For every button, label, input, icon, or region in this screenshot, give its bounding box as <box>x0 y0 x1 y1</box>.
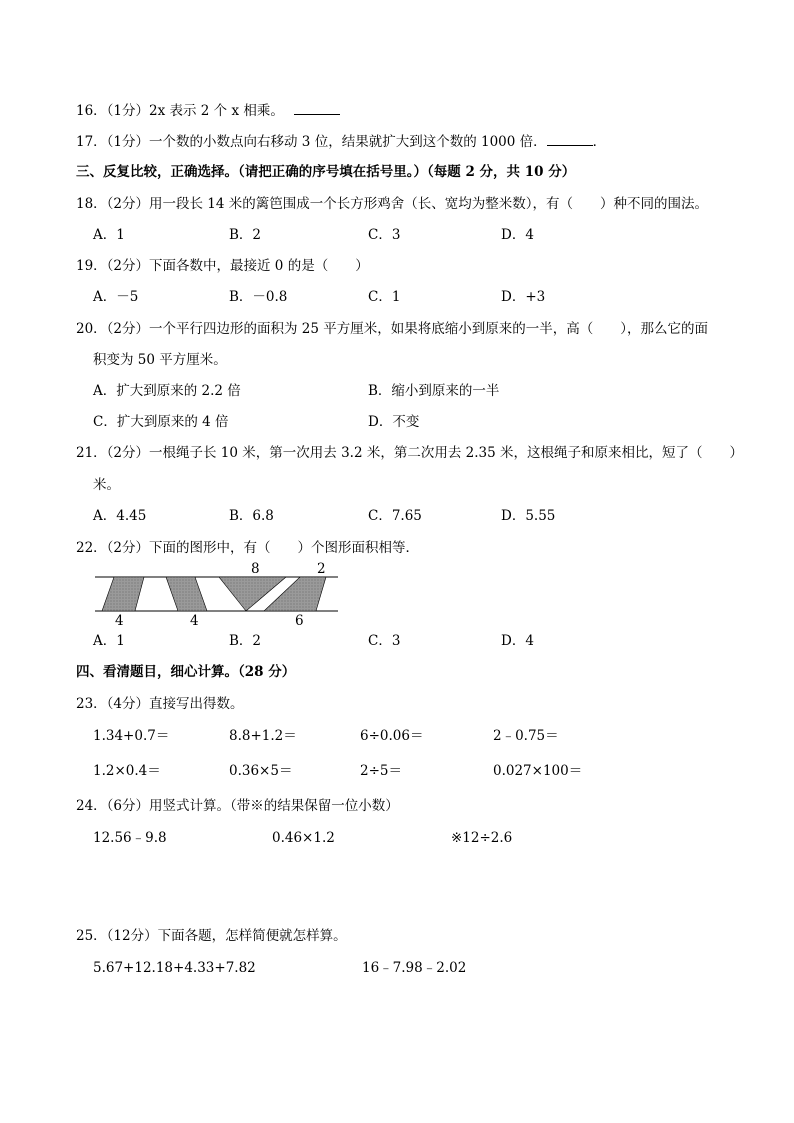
option-b[interactable]: B．缩小到原来的一半 <box>368 383 500 399</box>
simplify-calc-item: 16﹣7.98﹣2.02 <box>362 960 467 976</box>
answer-blank[interactable] <box>547 131 593 146</box>
shape-2 <box>166 577 207 611</box>
question-25-text: 25．（12分）下面各题，怎样简便就怎样算。 <box>76 928 347 944</box>
option-b[interactable]: B．－0.8 <box>229 289 288 305</box>
option-a[interactable]: A．－5 <box>93 289 139 305</box>
calc-item: 2﹣0.75＝ <box>493 728 559 744</box>
label-bottom-2: 4 <box>190 613 199 629</box>
option-a[interactable]: A．1 <box>93 227 125 243</box>
label-top-left: 8 <box>251 561 260 577</box>
shape-1 <box>102 577 144 611</box>
simplify-calc-item: 5.67+12.18+4.33+7.82 <box>93 960 256 976</box>
calc-item: 6÷0.06＝ <box>360 728 424 744</box>
option-c[interactable]: C．3 <box>368 227 401 243</box>
option-b[interactable]: B．6.8 <box>229 508 274 524</box>
calc-item: 8.8+1.2＝ <box>229 728 297 744</box>
question-16 <box>76 100 340 121</box>
calc-item: 0.36×5＝ <box>229 763 293 779</box>
question-21-text-continued: 米。 <box>93 477 120 493</box>
parallelogram-figure <box>80 555 350 631</box>
option-c[interactable]: C．扩大到原来的 4 倍 <box>93 414 229 430</box>
question-22-text: 22．（2分）下面的图形中，有（ ）个图形面积相等． <box>76 540 420 556</box>
question-20-text: 20．（2分）一个平行四边形的面积为 25 平方厘米，如果将底缩小到原来的一半，高（ ），那么它的面 <box>76 321 709 337</box>
question-24-text: 24．（6分）用竖式计算。（带※的结果保留一位小数） <box>76 798 399 814</box>
question-19-text: 19．（2分）下面各数中，最接近 0 的是（ ） <box>76 258 369 274</box>
question-18-text: 18．（2分）用一段长 14 米的篱笆围成一个长方形鸡舍（长、宽均为整米数），有（ ）种不同的围法。 <box>76 196 709 212</box>
calc-item: 1.2×0.4＝ <box>93 763 161 779</box>
label-bottom-1: 4 <box>115 613 124 629</box>
option-a[interactable]: A．4.45 <box>93 508 147 524</box>
option-a[interactable]: A．扩大到原来的 2.2 倍 <box>93 383 241 399</box>
option-a[interactable]: A．1 <box>93 633 125 649</box>
option-b[interactable]: B．2 <box>229 633 262 649</box>
option-d[interactable]: D．不变 <box>368 414 420 430</box>
calc-item: 0.027×100＝ <box>493 763 583 779</box>
question-20-text-continued: 积变为 50 平方厘米。 <box>93 352 227 368</box>
option-d[interactable]: D．4 <box>501 633 534 649</box>
calc-item: 1.34+0.7＝ <box>93 728 170 744</box>
vertical-calc-item: ※12÷2.6 <box>451 830 513 846</box>
question-23-text: 23．（4分）直接写出得数。 <box>76 696 244 712</box>
calc-item: 2÷5＝ <box>360 763 402 779</box>
option-d[interactable]: D．4 <box>501 227 534 243</box>
question-17-tail: ． <box>592 134 607 150</box>
question-17 <box>76 131 606 152</box>
option-b[interactable]: B．2 <box>229 227 262 243</box>
question-17-text: 17．（1分）一个数的小数点向右移动 3 位，结果就扩大到这个数的 1000 倍． <box>76 134 547 150</box>
question-21-text: 21．（2分）一根绳子长 10 米，第一次用去 3.2 米，第二次用去 2.35 米，这根绳子和原来相比，短了（ ） <box>76 445 743 461</box>
question-16-text: 16．（1分）2x 表示 2 个 x 相乘。 <box>76 103 284 119</box>
answer-blank[interactable] <box>294 100 340 115</box>
option-d[interactable]: D．5.55 <box>501 508 556 524</box>
section-4-heading: 四、看清题目，细心计算。（28 分） <box>76 664 296 680</box>
option-c[interactable]: C．7.65 <box>368 508 422 524</box>
vertical-calc-item: 0.46×1.2 <box>272 830 335 846</box>
section-3-heading: 三、反复比较，正确选择。（请把正确的序号填在括号里。）（每题 2 分，共 10 分） <box>76 164 576 180</box>
label-top-right: 2 <box>317 561 326 577</box>
option-c[interactable]: C．3 <box>368 633 401 649</box>
vertical-calc-item: 12.56﹣9.8 <box>93 830 167 846</box>
option-c[interactable]: C．1 <box>368 289 401 305</box>
option-d[interactable]: D．+3 <box>501 289 546 305</box>
label-bottom-3: 6 <box>295 613 304 629</box>
